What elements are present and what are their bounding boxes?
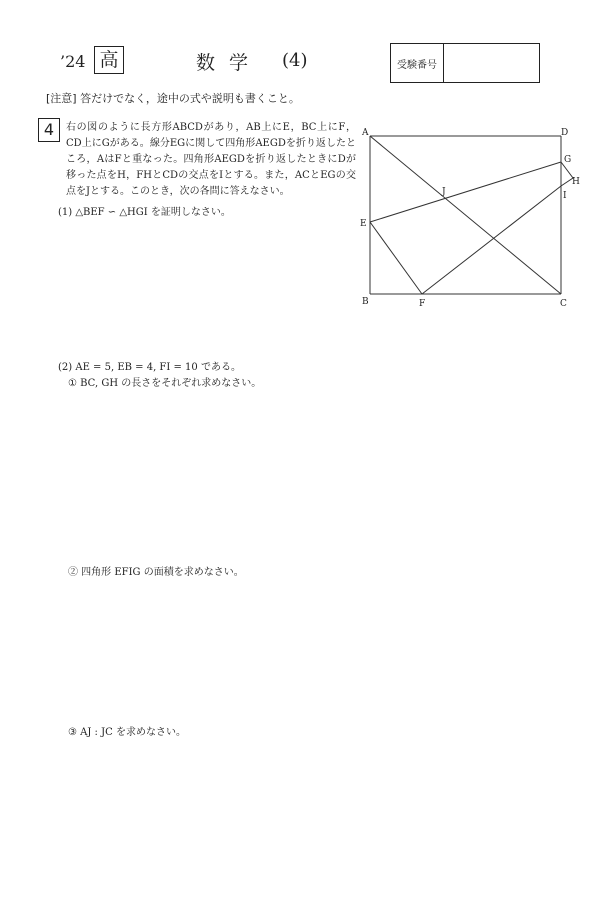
part-2-3-prompt: ③ AJ : JC を求めなさい。 [68,727,186,738]
page-number: (4) [282,50,308,71]
segment-EG [370,162,561,222]
problem-statement: 右の図のように長方形ABCDがあり，AB上にE，BC上にF，CD上にGがある。線分EGに関して四角形AEGDを折り返したところ，AはFと重なった。四角形AEGDを折り返したときにDが移った点をH，FHとCDの交点をIとする。また，ACとEGの交点をJとする。このとき，次の各問に答えなさい。 [66,122,356,197]
level-badge: 高 [94,46,124,74]
notice-text: [注意] 答だけでなく，途中の式や説明も書くこと。 [46,92,300,105]
label-D: D [561,128,569,138]
question-number: 4 [38,118,60,142]
part-2-1-prompt: ① BC, GH の長さをそれぞれ求めなさい。 [68,378,262,389]
figure-svg [358,124,578,314]
label-G: G [564,155,572,165]
label-C: C [560,299,567,309]
label-I: I [563,191,567,201]
subject-title: 数学 [196,52,263,74]
diagonal-AC [370,136,561,294]
part-2-prompt: (2) AE = 5, EB = 4, FI = 10 である。 [58,362,241,373]
label-F: F [419,299,426,309]
exam-year: ’24 [60,52,86,71]
label-H: H [572,177,580,187]
part-2-2-prompt: ② 四角形 EFIG の面積を求めなさい。 [68,567,244,578]
exam-number-box [390,43,540,83]
segment-EF [370,222,422,294]
exam-number-field[interactable] [444,44,539,82]
exam-number-label: 受験番号 [391,44,444,82]
label-J: J [442,187,446,197]
geometry-figure [358,124,578,318]
part-1-prompt: (1) △BEF ∽ △HGI を証明しなさい。 [58,207,231,218]
label-E: E [360,219,367,229]
label-A: A [362,128,369,138]
label-B: B [362,297,369,307]
